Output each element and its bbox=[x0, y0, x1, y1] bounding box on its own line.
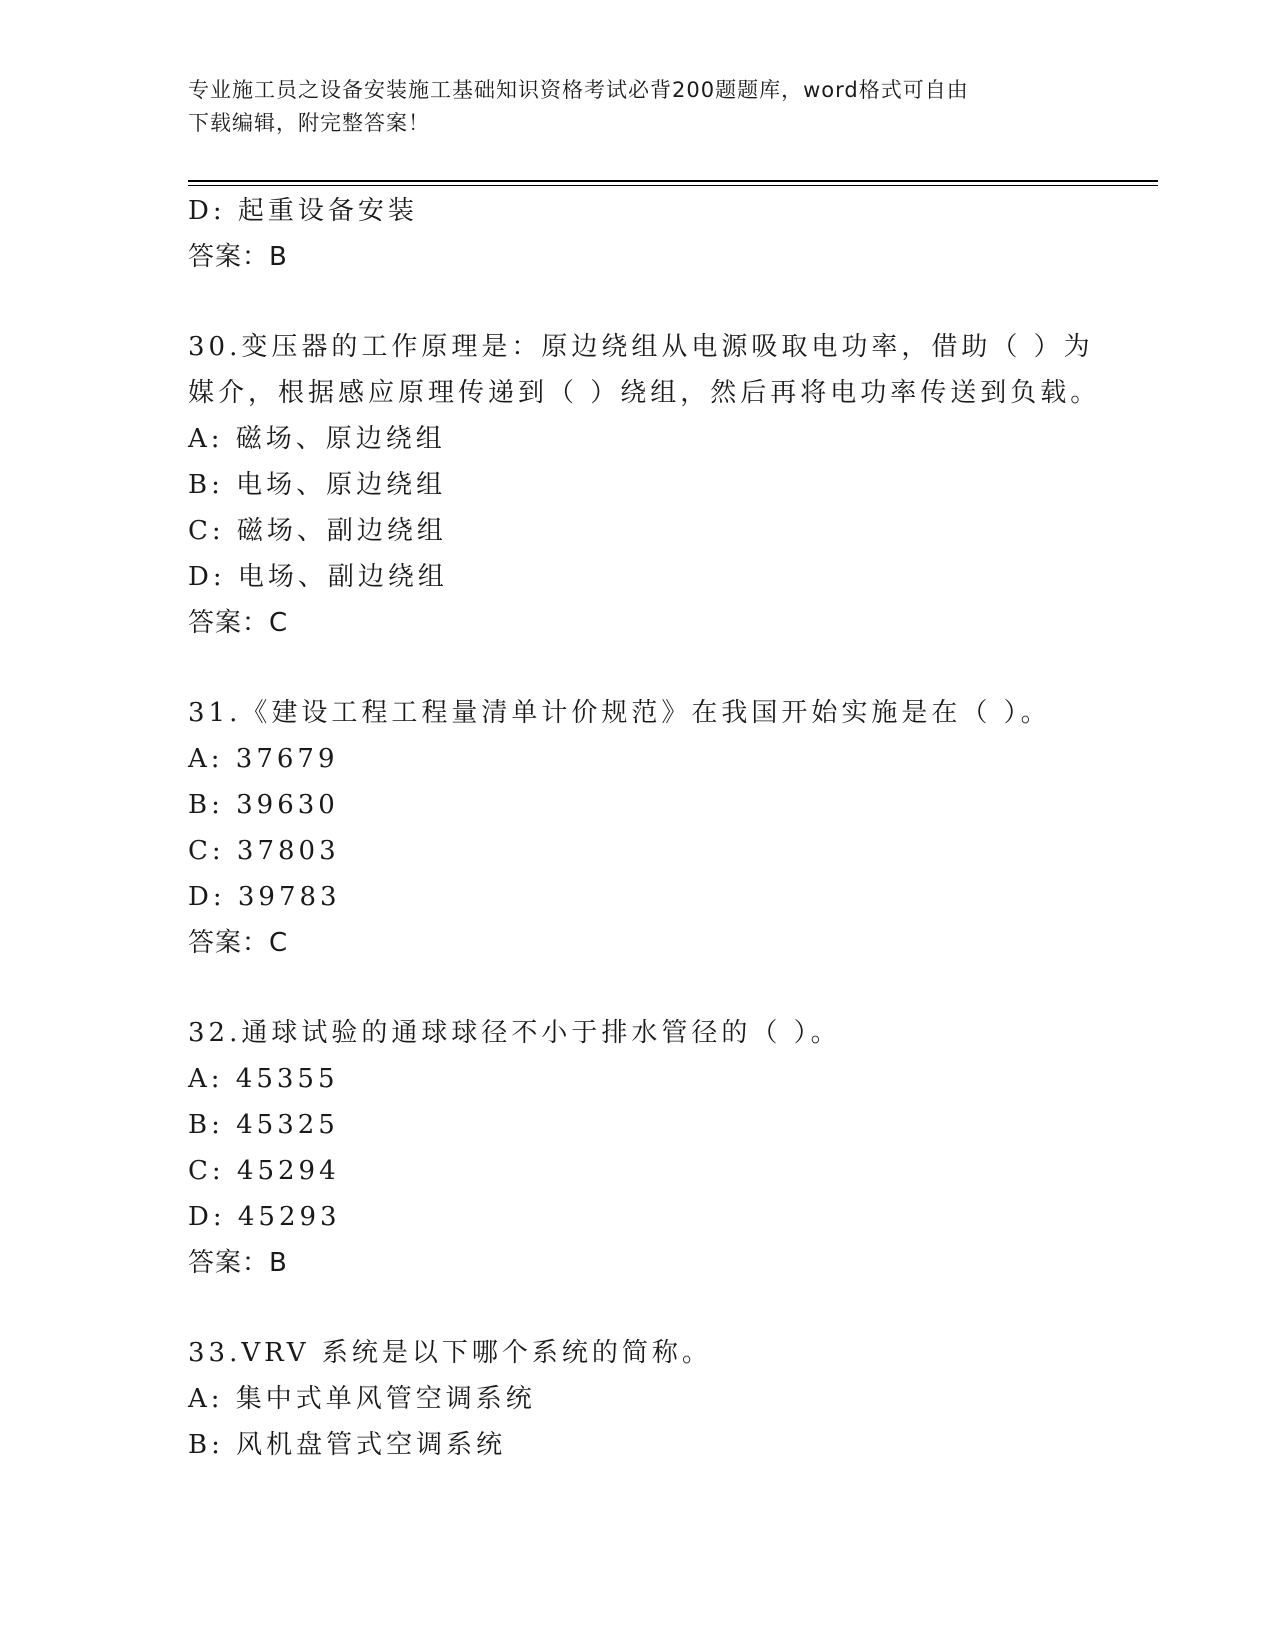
option-a: A: 37679 bbox=[188, 744, 339, 774]
option-b: B: 39630 bbox=[188, 790, 339, 820]
question-text: 31.《建设工程工程量清单计价规范》在我国开始实施是在（ ）。 bbox=[188, 698, 1051, 728]
header-line-2: 下载编辑，附完整答案！ bbox=[188, 111, 430, 135]
option-a: A: 磁场、原边绕组 bbox=[188, 424, 446, 454]
option-b: B: 电场、原边绕组 bbox=[188, 470, 447, 500]
question-31 bbox=[188, 690, 1088, 966]
option-b: B: 风机盘管式空调系统 bbox=[188, 1430, 507, 1460]
answer: 答案：C bbox=[188, 608, 289, 638]
option-d: D: 电场、副边绕组 bbox=[188, 562, 448, 592]
option-d: D: 39783 bbox=[188, 882, 341, 912]
option-d: D: 45293 bbox=[188, 1202, 341, 1232]
header-divider-thin bbox=[188, 185, 1158, 186]
option-c: C: 37803 bbox=[188, 836, 340, 866]
document-header bbox=[188, 74, 1088, 140]
question-33 bbox=[188, 1330, 1088, 1468]
question-text: 33.VRV 系统是以下哪个系统的简称。 bbox=[188, 1338, 712, 1368]
question-30 bbox=[188, 324, 1101, 646]
question-32 bbox=[188, 1010, 1088, 1286]
option-c: C: 45294 bbox=[188, 1156, 340, 1186]
header-line-1: 专业施工员之设备安装施工基础知识资格考试必背200题题库，word格式可自由 bbox=[188, 78, 969, 102]
answer: 答案：C bbox=[188, 928, 289, 958]
question-text: 媒介，根据感应原理传递到（ ）绕组，然后再将电功率传送到负载。 bbox=[188, 378, 1101, 408]
header-divider-thick bbox=[188, 180, 1158, 182]
question-list bbox=[188, 188, 1101, 1468]
option-b: B: 45325 bbox=[188, 1110, 339, 1140]
option-a: A: 45355 bbox=[188, 1064, 339, 1094]
answer: 答案：B bbox=[188, 1248, 288, 1278]
answer: 答案：B bbox=[188, 242, 288, 272]
question-text: 32.通球试验的通球球径不小于排水管径的（ ）。 bbox=[188, 1018, 841, 1048]
question-text: 30.变压器的工作原理是：原边绕组从电源吸取电功率，借助（ ）为 bbox=[188, 332, 1094, 362]
option-d: D: 起重设备安装 bbox=[188, 196, 418, 226]
option-c: C: 磁场、副边绕组 bbox=[188, 516, 447, 546]
option-a: A: 集中式单风管空调系统 bbox=[188, 1384, 536, 1414]
